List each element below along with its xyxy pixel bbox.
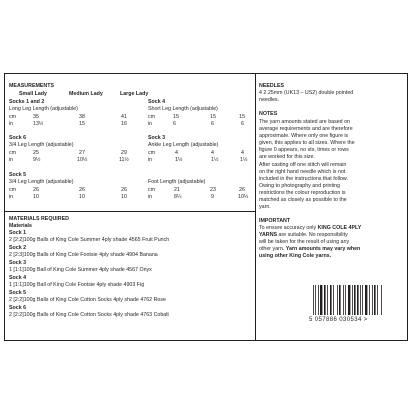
sock12-cm-large: 41 [121, 114, 127, 120]
notes-line: Owing to photography and printing [259, 183, 340, 189]
sock6-title: Sock 6 [9, 135, 27, 141]
sock12-cm-medium: 38 [79, 114, 85, 120]
material-sock-title: Sock 3 [9, 260, 27, 266]
notes-line: included in the instructions that follow. [259, 176, 348, 182]
sock5-in-large: 10 [121, 194, 127, 200]
sock3-in-medium: 1½ [211, 157, 219, 163]
material-sock-title: Sock 4 [9, 275, 27, 281]
material-sock-title: Sock 5 [9, 290, 27, 296]
important-line2: YARNS are suitable. No responsibility [259, 232, 348, 238]
cm-label: cm [9, 187, 17, 193]
notes-line: on the right hand needle which is not [259, 169, 346, 175]
sock5-sub: 3/4 Leg Length (adjustable) [9, 179, 74, 185]
sock3-in-large: 1½ [240, 157, 248, 163]
barcode-image [313, 285, 382, 315]
sock4-sub: Short Leg Length (adjustable) [148, 106, 218, 112]
sock5-title: Sock 5 [9, 172, 27, 178]
notes-line: figure 0 appears, no sts, times or rows [259, 147, 349, 153]
materials-title: MATERIALS REQUIRED [9, 216, 69, 222]
sock5-cm-small: 26 [33, 187, 39, 193]
notes-line: given, this applies to all sizes. Where the [259, 140, 355, 146]
notes-line: yarn. [259, 204, 271, 210]
sock12-in-medium: 15 [79, 121, 85, 127]
sock12-in-small: 13½ [33, 121, 44, 127]
sock3-title: Sock 3 [148, 135, 166, 141]
notes-line: matched as closely as possible to the [259, 197, 347, 203]
in-label: in [9, 194, 14, 200]
sock5-in-medium: 10 [79, 194, 85, 200]
sock5-cm-medium: 26 [79, 187, 85, 193]
sock6-cm-large: 29 [121, 150, 127, 156]
sock3-cm-small: 4 [175, 150, 178, 156]
sock4-in-large: 6 [241, 121, 244, 127]
material-sock-title: Sock 6 [9, 305, 27, 311]
material-sock-title: Sock 2 [9, 245, 27, 251]
size-small: Small Lady [19, 91, 47, 97]
notes-line: restrictions the colour reproduction is [259, 190, 346, 196]
in-label: in [9, 157, 14, 163]
sock6-in-medium: 10½ [77, 157, 88, 163]
important-line3: will be taken for the result of using any [259, 239, 350, 245]
size-medium: Medium Lady [69, 91, 103, 97]
sock3-cm-medium: 4 [211, 150, 214, 156]
foot-in-small: 8¼ [174, 194, 182, 200]
sock4-cm-small: 15 [173, 114, 179, 120]
needles-line2: needles. [259, 97, 280, 103]
notes-line: After casting off one stitch will remain [259, 162, 347, 168]
foot-cm-medium: 23 [210, 187, 216, 193]
sock4-in-medium: 6 [211, 121, 214, 127]
barcode-number: 5 057886 030534 > [309, 317, 368, 323]
column-divider [255, 74, 256, 340]
material-text: 1 [1:1]100g Ball of King Cole Footsie 4ply shade 4903 Fig [9, 282, 145, 288]
cm-label: cm [9, 114, 17, 120]
foot-cm-small: 21 [174, 187, 180, 193]
notes-line: are worked for this size. [259, 154, 315, 160]
in-label: in [9, 121, 14, 127]
material-sock-title: Sock 1 [9, 230, 27, 236]
sock3-in-small: 1½ [175, 157, 183, 163]
sock6-in-small: 9½ [33, 157, 41, 163]
sock5-cm-large: 26 [121, 187, 127, 193]
sock4-in-small: 6 [173, 121, 176, 127]
important-line4: other yarn. Yarn amounts may vary when [259, 246, 361, 252]
sock3-sub: Ankle Leg Length (adjustable) [148, 142, 219, 148]
in-label: in [148, 194, 153, 200]
section-divider [5, 211, 255, 212]
cm-label: cm [148, 114, 156, 120]
cm-label: cm [148, 187, 156, 193]
cm-label: cm [148, 150, 156, 156]
notes-line: The yarn amounts stated are based on [259, 119, 350, 125]
material-text: 2 [2:3]100g Balls of King Cole Footsie 4ply shade 4904 Banana [9, 252, 158, 258]
sock4-title: Sock 4 [148, 99, 166, 105]
sock12-cm-small: 35 [33, 114, 39, 120]
foot-cm-large: 26 [239, 187, 245, 193]
important-title: IMPORTANT [259, 218, 291, 224]
important-line1: To ensure accuracy only KING COLE 4PLY [259, 225, 362, 231]
foot-in-large: 10¼ [238, 194, 249, 200]
notes-line: approximate. Where only one figure is [259, 133, 349, 139]
sock6-in-large: 11½ [119, 157, 129, 163]
notes-line: average requirements and are therefore [259, 126, 353, 132]
important-line5: using other King Cole yarns. [259, 253, 332, 259]
notes-title: NOTES [259, 111, 278, 117]
cm-label: cm [9, 150, 17, 156]
needles-line1: 4 2.25mm (UK13 – US2) double pointed [259, 90, 354, 96]
materials-subtitle: Materials [9, 223, 32, 229]
in-label: in [148, 157, 153, 163]
material-text: 2 [2:2]100g Balls of King Cole Summer 4ply shade 4565 Fruit Punch [9, 237, 170, 243]
sock6-sub: 3/4 Leg Length (adjustable) [9, 142, 74, 148]
measurements-title: MEASUREMENTS [9, 83, 55, 89]
sock12-title: Socks 1 and 2 [9, 99, 45, 105]
foot-sub: Foot Length (adjustable) [148, 179, 206, 185]
sock3-cm-large: 4 [241, 150, 244, 156]
in-label: in [148, 121, 153, 127]
sock4-cm-medium: 15 [210, 114, 216, 120]
material-text: 2 [2:2]100g Balls of King Cole Cotton Socks 4ply shade 4763 Cobalt [9, 312, 169, 318]
sock5-in-small: 10 [33, 194, 39, 200]
sock4-cm-large: 15 [239, 114, 245, 120]
material-text: 1 [1:1]100g Ball of King Cole Summer 4ply shade 4567 Onyx [9, 267, 152, 273]
material-text: 2 [2:2]100g Balls of King Cole Cotton Socks 4ply shade 4762 Rose [9, 297, 166, 303]
sock12-sub: Long Leg Length (adjustable) [9, 106, 78, 112]
size-large: Large Lady [120, 91, 149, 97]
sock6-cm-small: 25 [33, 150, 39, 156]
needles-title: NEEDLES [259, 83, 285, 89]
sock12-in-large: 16 [121, 121, 127, 127]
sock6-cm-medium: 27 [79, 150, 85, 156]
foot-in-medium: 9 [211, 194, 214, 200]
